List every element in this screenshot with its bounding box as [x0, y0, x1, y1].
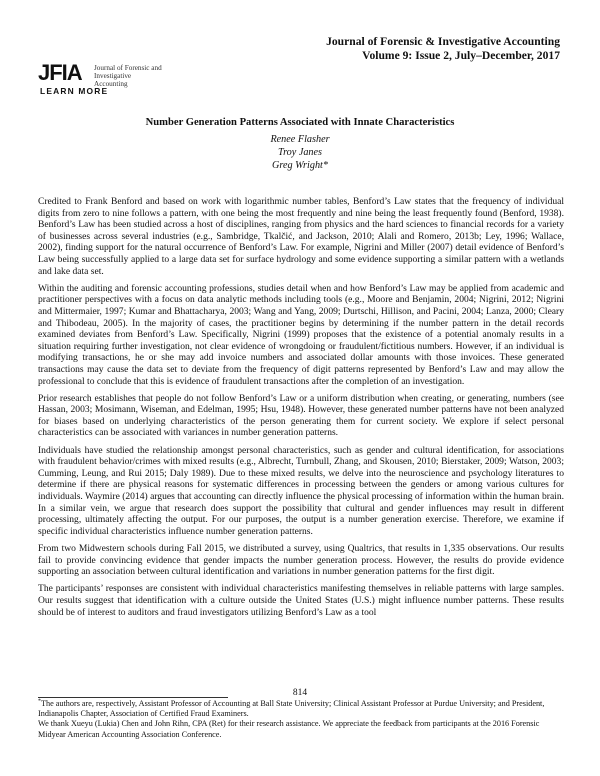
journal-issue: Volume 9: Issue 2, July–December, 2017 — [362, 49, 560, 62]
body-text — [38, 196, 564, 624]
journal-name: Journal of Forensic & Investigative Accounting — [326, 35, 560, 48]
logo-subtitle — [94, 64, 164, 88]
logo-mark — [38, 62, 82, 84]
footnote-marker: * — [38, 698, 41, 705]
logo-letters: JFIA — [38, 60, 82, 85]
footnote — [38, 699, 566, 719]
paragraph: Within the auditing and forensic accounting professions, studies detail when and how Benford’s Law may be applied from academic and practitioner perspectives with a focus on data analytic methods including tools (e.g., Moore and Benjamin, 2004; Nigrini, 2012; Nigrini and Mittermaier, 1997; Kumar and Bhattacharya, 2003; Wang and Yang, 2009; Durtschi, Hillison, and Pacini, 2004; Lanza, 2000; Cleary and Thibodeau, 2005). In the majority of cases, the practitioner begins by determining if the number pattern in the detail records examined deviates from Benford’s Law. Specifically, Nigrini (1999) proposes that the existence of a potential anomaly results in a situation requiring further investigation, not clear evidence of wrongdoing or fraudulent/fictitious numbers. However, if an individual is modifying transactions, he or she may add invoice numbers and associated dollar amounts with those invoices. These generated transactions may cause the data set to deviate from the frequency of digit patterns represented by Benford’s Law and may allow the professional to conclude that this is evidence of fraudulent transactions after the completion of an investigation. — [38, 282, 564, 387]
journal-header — [326, 35, 560, 63]
footnote: We thank Xueyu (Lukia) Chen and John Rihn, CPA (Ret) for their research assistance. We appreciate the feedback from participants at the 2016 Forensic Midyear American Accounting Association Conference. — [38, 719, 540, 739]
logo-subtitle-line: Investigative Accounting — [94, 72, 132, 88]
paragraph: Individuals have studied the relationship amongst personal characteristics, such as gender and cultural identification, for associations with fraudulent behavior/crimes with mixed results (e.g., Albrecht, Turnbull, Zhang, and Skousen, 2010; Bierstaker, 2009; Watson, 2003; Cumming, Leung, and Rui 2015; Daly 1989). Due to these mixed results, we delve into the neuroscience and psychology literatures to determine if there are physical reasons for systematic differences in processing between the genders or among various cultures for individuals. Waymire (2014) argues that accounting can directly influence the physical processing of information within the human brain. In a similar vein, we argue that research does support the possibility that cultural and gender influences may result in different processing, ultimately affecting the output. For our purposes, the output is a number generation exercise. Therefore, we examine if specific individual characteristics influence number generation patterns. — [38, 444, 564, 537]
footnote-text: The authors are, respectively, Assistant Professor of Accounting at Ball State University; Clinical Assistant Professor at Purdue University; and President, Indianapolis Chapter, Association of Certified Fraud Examiners. — [38, 699, 545, 719]
jfia-logo[interactable] — [38, 60, 162, 102]
author-name: Troy Janes — [277, 147, 323, 158]
paragraph: Prior research establishes that people do not follow Benford’s Law or a uniform distribution when creating, or generating, numbers (see Hassan, 2003; Mosimann, Wiseman, and Edelman, 1995; Hsu, 1948). However, these generated number patterns have not been analyzed for biases based on underlying characteristics of the person generating them for current society. We explore if select personal characteristics can be associated with variances in number generation patterns. — [38, 392, 564, 439]
footnotes — [38, 699, 566, 740]
learn-more-link[interactable]: LEARN MORE — [40, 86, 109, 96]
page-number: 814 — [292, 688, 308, 698]
author-list — [0, 133, 600, 172]
paragraph: The participants’ responses are consistent with individual characteristics manifesting themselves in reliable patterns with large samples. Our results suggest that identification with a culture outside the United States (U.S.) might influence number patterns. These results should be of interest to auditors and fraud investigators utilizing Benford’s Law as a tool — [38, 583, 564, 618]
footnote-rule — [38, 697, 228, 698]
author-name: Renee Flasher — [270, 134, 330, 145]
paper-title: Number Generation Patterns Associated with Innate Characteristics — [145, 117, 455, 128]
logo-subtitle-line: Journal of Forensic and — [94, 64, 162, 72]
paragraph: Credited to Frank Benford and based on work with logarithmic number tables, Benford’s Law states that the frequency of individual digits from zero to nine follows a pattern, with one being the most frequently and nine being the least frequently found (Benford, 1938). Benford’s Law has been studied across a host of disciplines, ranging from physics and the hard sciences to financial records for a variety of businesses across several industries (e.g., Sambridge, Tkalčić, and Jackson, 2010; Alali and Romero, 2013b; Ley, 1996; Wallace, 2002), finding support for the natural occurrence of Benford’s Law. For example, Nigrini and Miller (2007) detail evidence of Benford’s Law being successfully applied to a large data set for surface hydrology and some evidence supporting a similar pattern with a wetlands and lake data set. — [38, 196, 564, 277]
author-name: Greg Wright* — [272, 160, 328, 171]
paragraph: From two Midwestern schools during Fall 2015, we distributed a survey, using Qualtrics, that results in 1,335 observations. Our results fail to provide convincing evidence that gender impacts the number generation process. However, the results do provide evidence supporting an association between cultural identification and variations in number generation patterns for the first digit. — [38, 543, 564, 578]
